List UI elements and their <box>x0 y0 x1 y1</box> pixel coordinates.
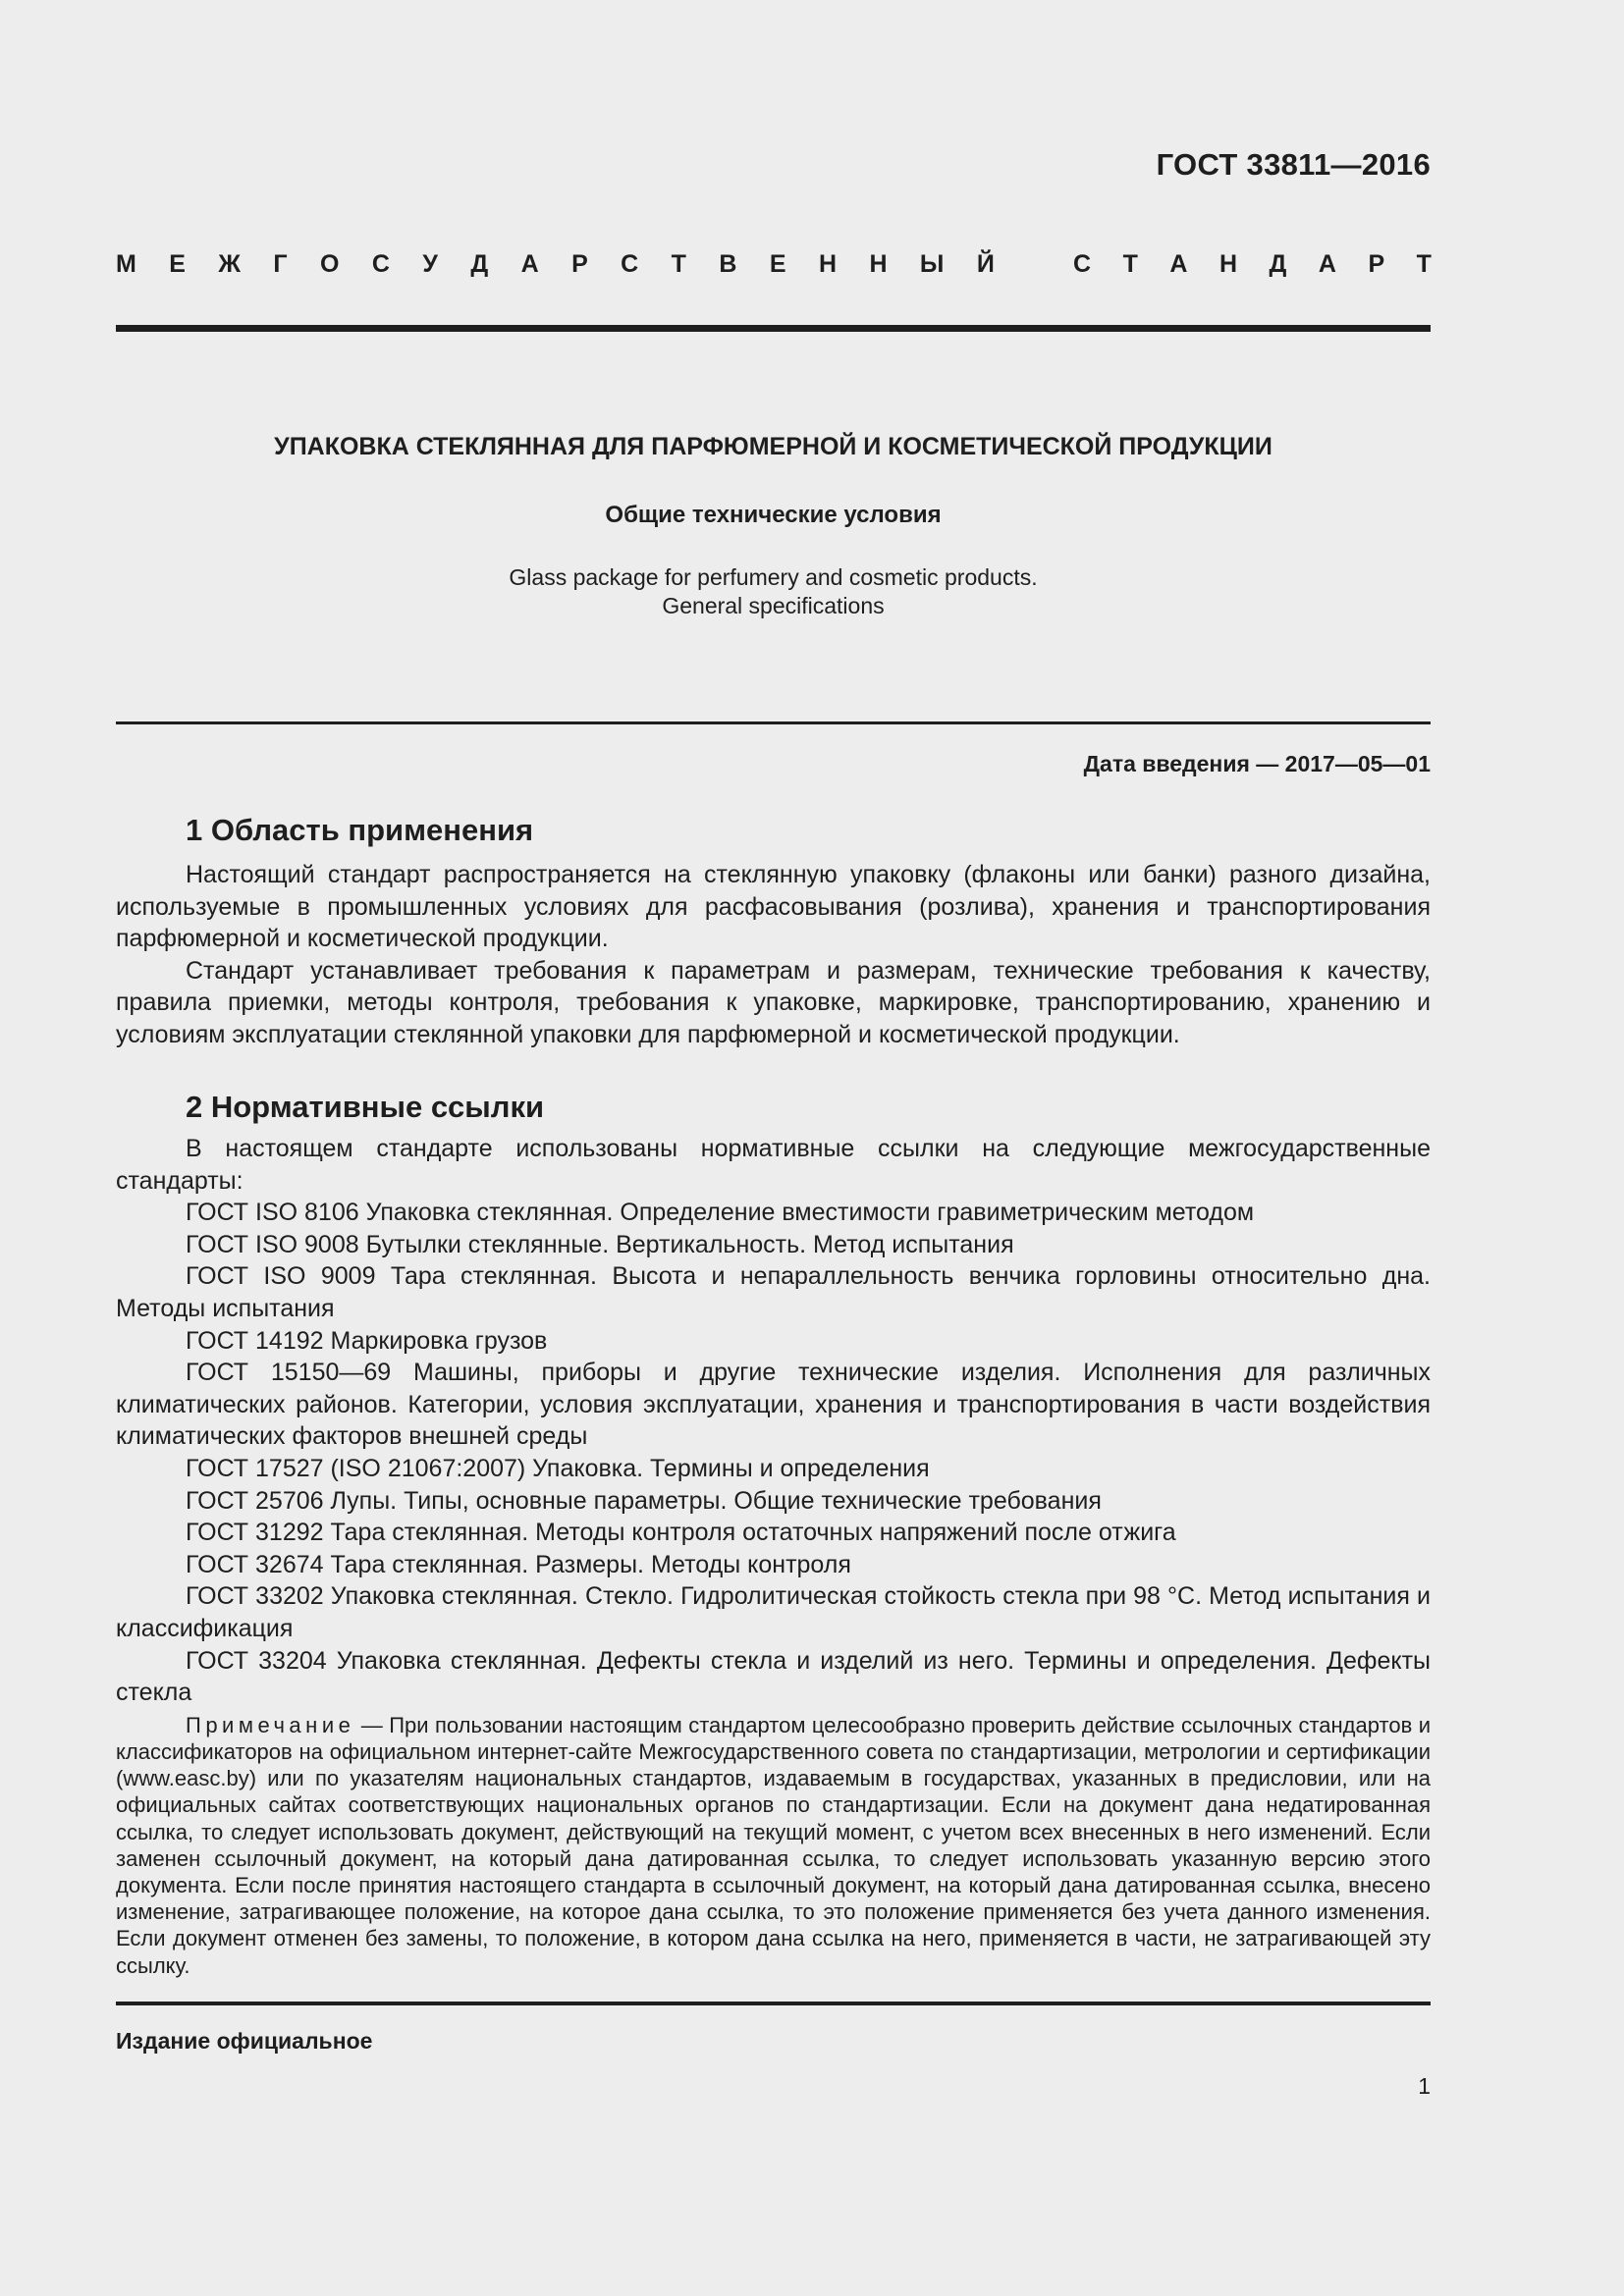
document-subtitle: Общие технические условия <box>605 502 942 528</box>
banner-letter: Т <box>671 250 686 278</box>
banner-letter: В <box>719 250 737 278</box>
paragraph: Настоящий стандарт распространяется на стеклянную упаковку (флаконы или банки) разного дизайна, используемые в промышленных условиях для расфасовывания (розлива), хранения и транспортирования парфюмерной и косметической продукции. <box>116 861 1431 953</box>
note-text: — При пользовании настоящим стандартом целесообразно проверить действие ссылочных стандартов и классификаторов на официальном интернет-сайте Межгосударственного совета по стандартизации, метрологии и сертификации (www.easc.by) или по указателям национальных стандартов, издаваемым в государствах, указанных в предисловии, или на официальных сайтах соответствующих национальных органов по стандартизации. Если на документ дана недатированная ссылка, то следует использовать документ, действующий на текущий момент, с учетом всех внесенных в него изменений. Если заменен ссылочный документ, на который дана датированная ссылка, то следует использовать указанную версию этого документа. Если после принятия настоящего стандарта в ссылочный документ, на который дана датированная ссылка, внесено изменение, затрагивающее положение, на которое дана ссылка, то это положение применяется без учета данного изменения. Если документ отменен без замены, то положение, в котором дана ссылка на него, применяется в части, не затрагивающей эту ссылку. <box>116 1712 1431 1978</box>
banner-letter: Н <box>818 250 838 278</box>
note-label: Примечание <box>186 1712 355 1737</box>
reference-item: ГОСТ 33202 Упаковка стеклянная. Стекло. Гидролитическая стойкость стекла при 98 °С. Метод испытания и классификация <box>116 1582 1431 1642</box>
section-heading: 2 Нормативные ссылки <box>186 1090 545 1124</box>
banner-letter: Р <box>1368 250 1385 278</box>
banner-letter: Е <box>169 250 186 278</box>
reference-item: ГОСТ 31292 Тара стеклянная. Методы контроля остаточных напряжений после отжига <box>186 1519 1176 1547</box>
reference-item: ГОСТ 14192 Маркировка грузов <box>186 1326 548 1355</box>
note <box>116 1712 1431 1979</box>
document-title-english <box>116 563 1431 620</box>
banner-letter: С <box>371 250 390 278</box>
reference-item: ГОСТ 32674 Тара стеклянная. Размеры. Методы контроля <box>186 1550 851 1578</box>
banner-letter: Ы <box>919 250 945 278</box>
section-normative-references <box>116 1088 1431 1979</box>
banner-letter: Й <box>976 250 995 278</box>
banner-letter: Р <box>571 250 588 278</box>
banner-letter: Н <box>1218 250 1238 278</box>
section-scope <box>116 811 1431 1051</box>
reference-item: ГОСТ 15150—69 Машины, приборы и другие технические изделия. Исполнения для различных климатических районов. Категории, условия эксплуатации, хранения и транспортирования в части воздействия климатических факторов внешней среды <box>116 1359 1431 1451</box>
banner-letter: С <box>1073 250 1092 278</box>
banner-letter: Т <box>1416 250 1432 278</box>
footer-divider <box>116 2002 1431 2005</box>
reference-item: ГОСТ ISO 9009 Тара стеклянная. Высота и непараллельность венчика горловины относительно дна. Методы испытания <box>116 1262 1431 1322</box>
reference-item: ГОСТ 33204 Упаковка стеклянная. Дефекты стекла и изделий из него. Термины и определения. Дефекты стекла <box>116 1646 1431 1707</box>
banner-word-interstate <box>116 250 995 279</box>
banner-letter: Ж <box>218 250 241 278</box>
title-divider <box>116 721 1431 724</box>
reference-item: ГОСТ ISO 8106 Упаковка стеклянная. Определение вместимости гравиметрическим методом <box>186 1199 1255 1227</box>
section-heading: 1 Область применения <box>186 813 534 847</box>
document-title: УПАКОВКА СТЕКЛЯННАЯ ДЛЯ ПАРФЮМЕРНОЙ И КОСМЕТИЧЕСКОЙ ПРОДУКЦИИ <box>274 433 1272 460</box>
banner-letter: Д <box>470 250 489 278</box>
banner-letter: О <box>320 250 340 278</box>
banner-letter: Г <box>273 250 288 278</box>
banner-letter: Д <box>1269 250 1287 278</box>
banner-letter: Т <box>1122 250 1138 278</box>
banner-letter: А <box>1169 250 1188 278</box>
reference-item: ГОСТ ISO 9008 Бутылки стеклянные. Вертикальность. Метод испытания <box>186 1230 1014 1258</box>
banner-letter: М <box>116 250 136 278</box>
page-number: 1 <box>1418 2073 1431 2099</box>
banner-letter: У <box>422 250 438 278</box>
header-divider <box>116 325 1431 332</box>
paragraph: В настоящем стандарте использованы нормативные ссылки на следующие межгосударственные стандарты: <box>116 1135 1431 1195</box>
paragraph: Стандарт устанавливает требования к параметрам и размерам, технические требования к качеству, правила приемки, методы контроля, требования к упаковке, маркировке, транспортированию, хранению и условиям эксплуатации стеклянной упаковки для парфюмерной и косметической продукции. <box>116 956 1431 1048</box>
reference-item: ГОСТ 17527 (ISO 21067:2007) Упаковка. Термины и определения <box>186 1454 930 1482</box>
banner-letter: А <box>1318 250 1336 278</box>
document-code: ГОСТ 33811—2016 <box>1156 147 1431 182</box>
banner-letter: С <box>621 250 639 278</box>
english-subtitle-line: General specifications <box>662 593 885 618</box>
official-edition-label: Издание официальное <box>116 2028 373 2054</box>
interstate-standard-banner <box>116 250 1432 279</box>
banner-letter: Е <box>769 250 786 278</box>
banner-letter: А <box>520 250 539 278</box>
banner-word-standard <box>1073 250 1432 279</box>
introduction-date: Дата введения — 2017—05—01 <box>1083 751 1431 776</box>
reference-item: ГОСТ 25706 Лупы. Типы, основные параметры. Общие технические требования <box>186 1486 1102 1515</box>
english-title-line: Glass package for perfumery and cosmetic products. <box>509 564 1038 590</box>
banner-letter: Н <box>869 250 888 278</box>
